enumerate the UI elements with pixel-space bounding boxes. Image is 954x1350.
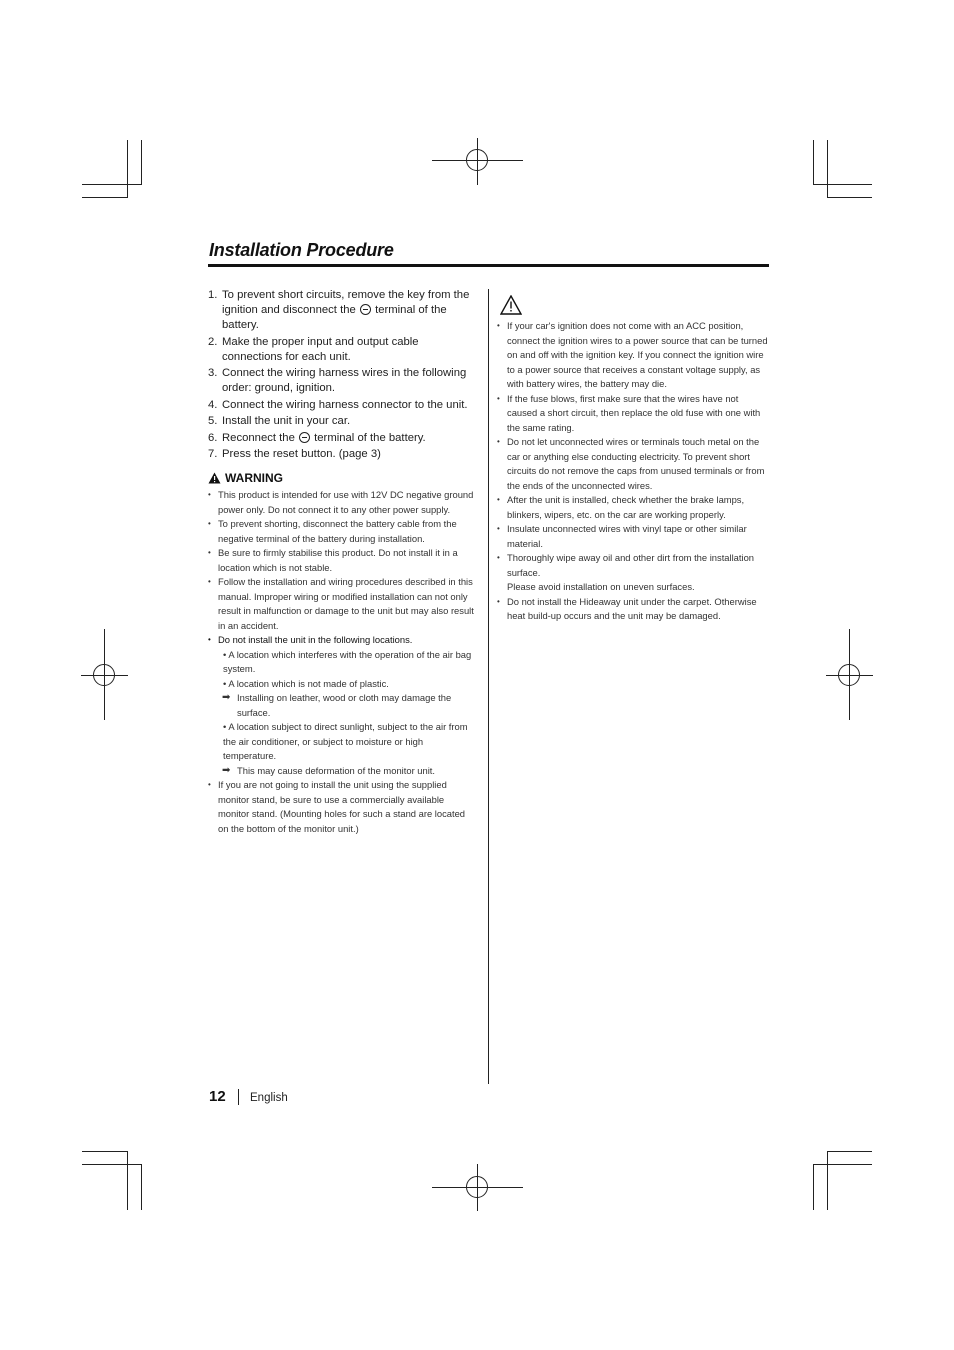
caution-item: • If the fuse blows, first make sure that the wires have not caused a short circuit, then replace the old fuse with one with the same rating. bbox=[497, 392, 771, 436]
caution-triangle-icon bbox=[500, 295, 522, 315]
title-rule bbox=[208, 264, 769, 267]
warning-item: • Follow the installation and wiring procedures described in this manual. Improper wiring or modified installation can not only result in malfunction or damage to the unit but may also result in an accident. bbox=[208, 575, 476, 633]
warning-list bbox=[208, 488, 476, 836]
left-column bbox=[208, 288, 476, 836]
negative-terminal-icon bbox=[299, 432, 310, 443]
caution-item: • If your car's ignition does not come with an ACC position, connect the ignition wires to a power source that can be turned on and off with the ignition key. If you connect the ignition wire to a power source that receives a constant voltage supply, as with battery wires, the battery may die. bbox=[497, 319, 771, 392]
warning-item: • This product is intended for use with 12V DC negative ground power only. Do not connect it to any other power supply. bbox=[208, 488, 476, 517]
installation-steps bbox=[208, 288, 476, 462]
column-divider bbox=[488, 289, 489, 1084]
caution-item-wipe: • Thoroughly wipe away oil and other dirt from the installation surface. Please avoid installation on uneven surfaces. bbox=[497, 551, 771, 595]
caution-item: • Do not let unconnected wires or terminals touch metal on the car or anything else conducting electricity. To prevent short circuits do not remove the caps from unused terminals or from the ends of the unconnected wires. bbox=[497, 435, 771, 493]
page-number: 12 bbox=[209, 1088, 226, 1105]
caution-item: • Insulate unconnected wires with vinyl tape or other similar material. bbox=[497, 522, 771, 551]
right-column bbox=[497, 290, 771, 624]
step-2: 2. Make the proper input and output cable connections for each unit. bbox=[208, 335, 419, 363]
step-6: 6. Reconnect the terminal of the battery. bbox=[208, 431, 426, 444]
warning-item: • If you are not going to install the unit using the supplied monitor stand, be sure to use a commercially available monitor stand. (Mounting holes for such a stand are located on the bottom of the monitor unit.) bbox=[208, 778, 476, 836]
step-7: 7. Press the reset button. (page 3) bbox=[208, 448, 381, 460]
step-4: 4. Connect the wiring harness connector to the unit. bbox=[208, 398, 468, 411]
page-title: Installation Procedure bbox=[209, 240, 394, 260]
arrow-right-icon: ➡ bbox=[222, 692, 231, 703]
arrow-right-icon: ➡ bbox=[222, 764, 231, 776]
footer-separator bbox=[238, 1089, 239, 1105]
warning-item-locations: • Do not install the unit in the following locations. • A location which interferes with the operation of the air bag system. • A location which is not made of plastic. ➡ Installing on leather, wood or cloth may damage the surface. • A location subject to direct sunlight, subject to the air from the air conditioner, or subject to moisture or high temperature. ➡ This may cause deformation of the monitor unit. bbox=[208, 633, 476, 778]
caution-item: • After the unit is installed, check whether the brake lamps, blinkers, wipers, etc. on the car are working properly. bbox=[497, 493, 771, 522]
warning-item: • Be sure to firmly stabilise this product. Do not install it in a location which is not stable. bbox=[208, 546, 476, 575]
negative-terminal-icon bbox=[360, 304, 371, 315]
step-1: 1. To prevent short circuits, remove the key from the ignition and disconnect the terminal of the battery. bbox=[208, 289, 470, 331]
footer-language: English bbox=[250, 1092, 288, 1104]
caution-list bbox=[497, 319, 771, 624]
warning-triangle-icon bbox=[208, 472, 221, 484]
warning-item: • To prevent shorting, disconnect the battery cable from the negative terminal of the battery during installation. bbox=[208, 517, 476, 546]
warning-heading: WARNING bbox=[208, 471, 476, 485]
caution-item: • Do not install the Hideaway unit under the carpet. Otherwise heat build-up occurs and the unit may be damaged. bbox=[497, 595, 771, 624]
step-5: 5. Install the unit in your car. bbox=[208, 415, 351, 427]
step-3: 3. Connect the wiring harness wires in the following order: ground, ignition. bbox=[208, 367, 467, 394]
